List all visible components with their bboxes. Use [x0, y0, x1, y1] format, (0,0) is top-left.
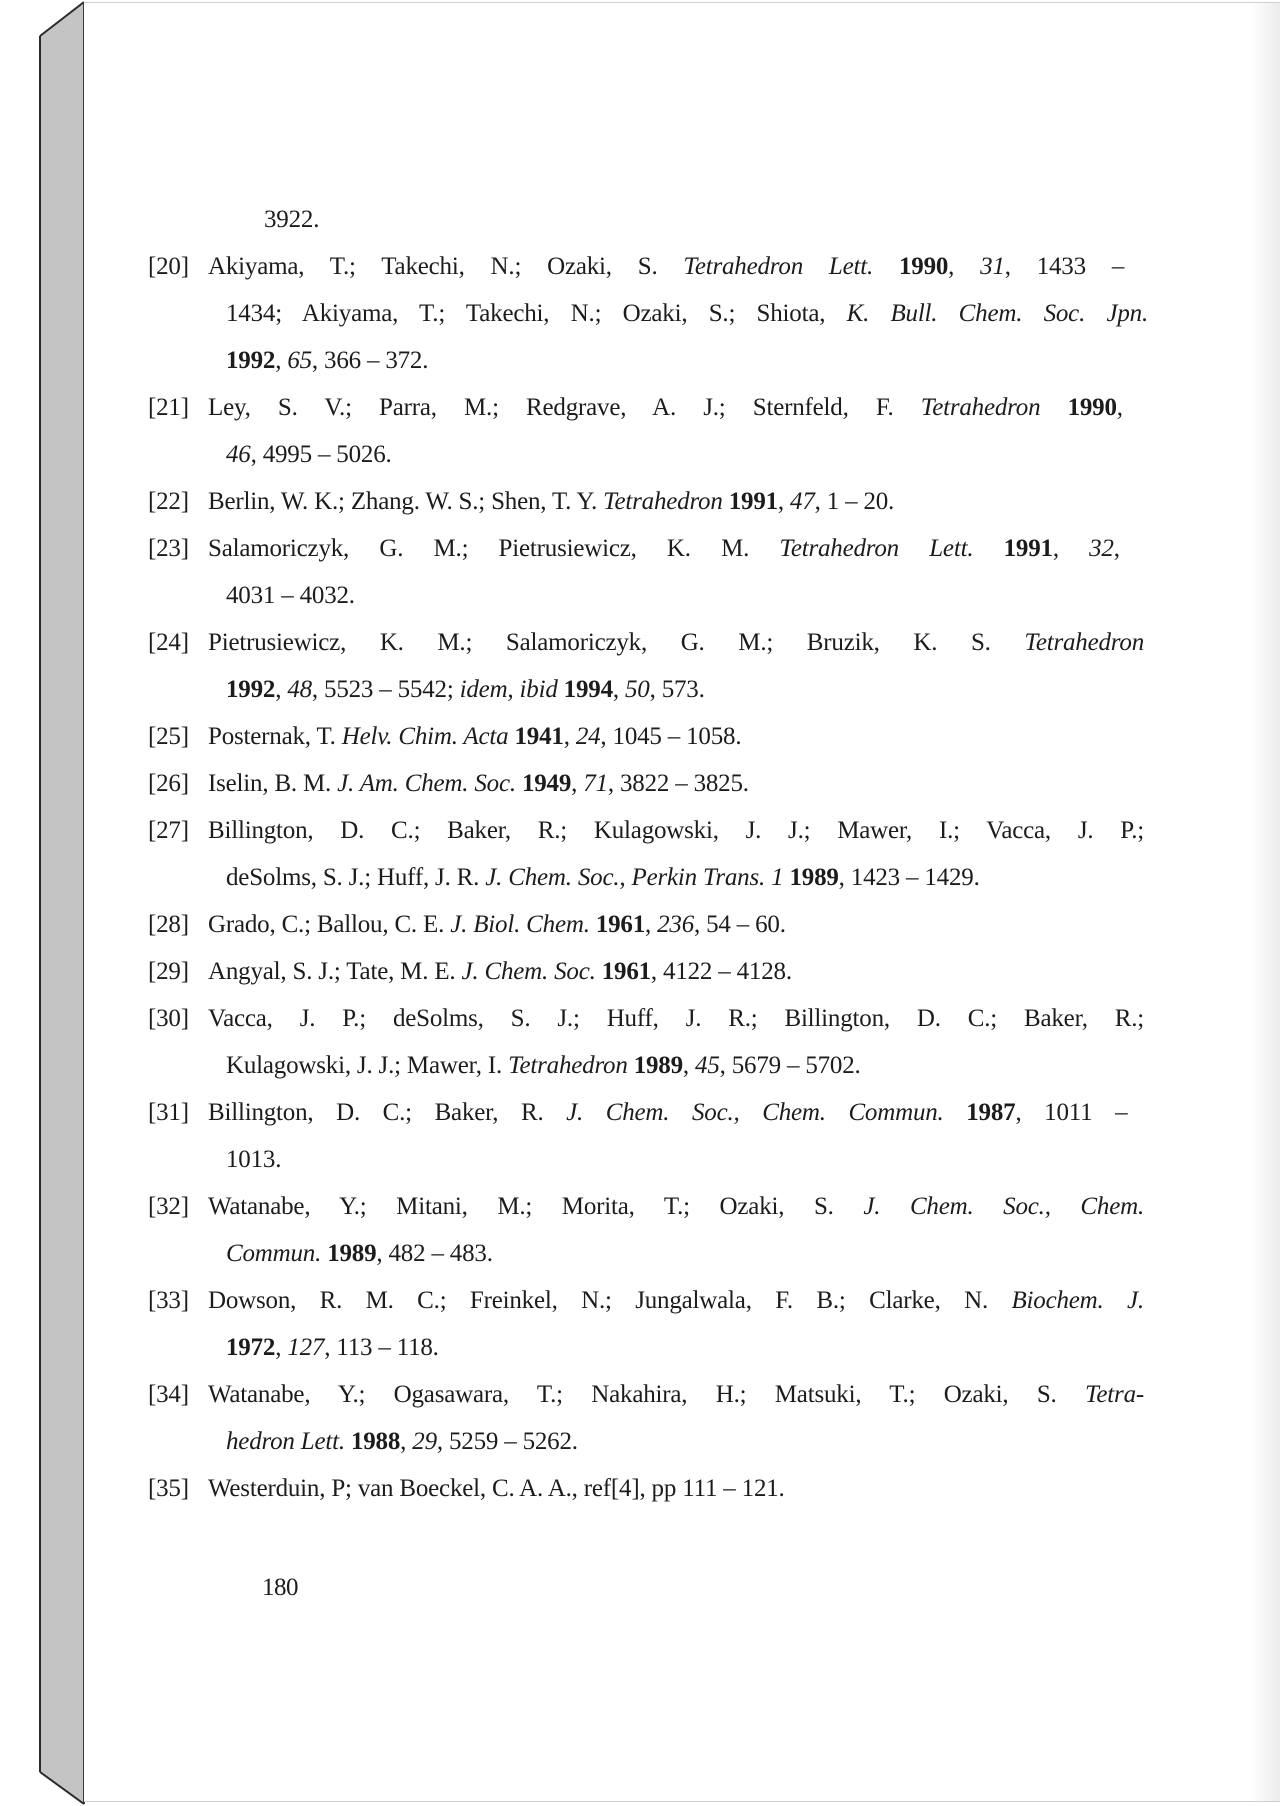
reference-continuation-line	[148, 854, 1148, 901]
reference-text	[204, 478, 894, 525]
italic-segment: 236	[657, 911, 695, 938]
bold-year: 1990	[898, 253, 949, 280]
reference-text	[226, 572, 355, 619]
text-segment: , 5679 – 5702.	[719, 1052, 861, 1079]
reference-entry	[148, 1089, 1148, 1183]
text-segment: , 4995 – 5026.	[250, 441, 392, 468]
text-segment: ,	[275, 1334, 288, 1361]
bold-year: 1989	[633, 1052, 683, 1079]
italic-segment: J. Biol. Chem.	[450, 911, 596, 938]
bold-year: 1989	[789, 864, 839, 891]
reference-first-line	[148, 995, 1148, 1042]
italic-segment: 47	[790, 488, 815, 515]
text-segment: , 54 – 60.	[694, 911, 786, 938]
reference-continuation-line	[148, 1230, 1148, 1277]
text-segment: , 3822 – 3825.	[607, 770, 749, 797]
text-segment: ,	[612, 676, 625, 703]
reference-continuation-line	[148, 1418, 1148, 1465]
reference-text	[204, 901, 786, 948]
reference-text	[204, 760, 749, 807]
reference-number: [24]	[148, 629, 189, 656]
italic-segment: 65	[287, 347, 312, 374]
text-segment: ,	[275, 347, 288, 374]
italic-segment: 127	[287, 1334, 325, 1361]
reference-text	[204, 525, 1120, 572]
italic-segment: Commun.	[226, 1240, 328, 1267]
reference-number: [33]	[148, 1287, 189, 1314]
reference-first-line	[148, 807, 1148, 854]
text-segment: Pietrusiewicz, K. M.; Salamoriczyk, G. M.; Bruzik, K. S.	[208, 629, 1025, 656]
reference-first-line	[148, 713, 1148, 760]
text-segment: Watanabe, Y.; Mitani, M.; Morita, T.; Ozaki, S.	[208, 1193, 864, 1220]
text-segment: , 1 – 20.	[814, 488, 895, 515]
reference-number: [21]	[148, 394, 189, 421]
reference-text	[204, 713, 741, 760]
text-segment: , 366 – 372.	[311, 347, 429, 374]
text-segment: 1013.	[226, 1146, 282, 1173]
text-segment: 4031 – 4032.	[226, 582, 355, 609]
reference-text	[204, 807, 1144, 854]
text-segment: ,	[275, 676, 288, 703]
italic-segment: Tetrahedron	[1024, 629, 1144, 656]
bold-year: 1991	[1003, 535, 1053, 562]
italic-segment: 32	[1089, 535, 1114, 562]
italic-segment: 48	[287, 676, 312, 703]
text-segment: Dowson, R. M. C.; Freinkel, N.; Jungalwala, F. B.; Clarke, N.	[208, 1287, 1012, 1314]
italic-segment: Tetrahedron	[603, 488, 729, 515]
reference-text	[204, 619, 1144, 666]
italic-segment: 29	[412, 1428, 437, 1455]
reference-number: [26]	[148, 770, 189, 797]
text-segment: Salamoriczyk, G. M.; Pietrusiewicz, K. M.	[208, 535, 780, 562]
reference-first-line	[148, 1277, 1148, 1324]
text-segment: ,	[571, 770, 584, 797]
bold-year: 1941	[514, 723, 564, 750]
text-segment: ,	[1052, 535, 1090, 562]
reference-text	[226, 1042, 861, 1089]
text-segment: , 1045 – 1058.	[600, 723, 742, 750]
text-segment: , 4122 – 4128.	[650, 958, 792, 985]
italic-segment: 45	[695, 1052, 720, 1079]
reference-number: [27]	[148, 817, 189, 844]
italic-segment: 24	[575, 723, 601, 750]
reference-entry	[148, 619, 1148, 713]
text-segment: Iselin, B. M.	[208, 770, 338, 797]
reference-text	[204, 995, 1144, 1042]
text-segment: , 1423 – 1429.	[838, 864, 980, 891]
reference-continuation-line	[148, 572, 1148, 619]
text-segment: , 482 – 483.	[376, 1240, 493, 1267]
bold-year: 1949	[521, 770, 572, 797]
reference-entry	[148, 1465, 1148, 1512]
text-segment: , 5259 – 5262.	[436, 1428, 578, 1455]
reference-number: [29]	[148, 958, 189, 985]
bold-year: 1991	[728, 488, 778, 515]
reference-text	[226, 666, 705, 713]
italic-segment: hedron Lett.	[226, 1428, 351, 1455]
reference-text	[226, 290, 1148, 337]
reference-entry	[148, 760, 1148, 807]
text-segment: ,	[400, 1428, 413, 1455]
reference-entry	[148, 243, 1148, 384]
reference-first-line	[148, 525, 1148, 572]
italic-segment: Tetrahedron	[508, 1052, 634, 1079]
reference-continuation-line	[148, 666, 1148, 713]
bold-year: 1987	[966, 1099, 1016, 1126]
reference-first-line	[148, 901, 1148, 948]
text-segment: deSolms, S. J.; Huff, J. R.	[226, 864, 486, 891]
italic-segment: 50	[624, 676, 650, 703]
reference-entry	[148, 1183, 1148, 1277]
reference-number: [22]	[148, 488, 189, 515]
text-segment: , 573.	[649, 676, 705, 703]
reference-first-line	[148, 760, 1148, 807]
italic-segment: J. Chem. Soc., Chem.	[863, 1193, 1145, 1220]
bold-year: 1988	[350, 1428, 401, 1455]
italic-segment: 71	[583, 770, 608, 797]
reference-text	[226, 1136, 281, 1183]
reference-number: [28]	[148, 911, 189, 938]
bold-year: 1994	[563, 676, 613, 703]
reference-entry	[148, 384, 1148, 478]
reference-entry	[148, 995, 1148, 1089]
reference-first-line	[148, 384, 1148, 431]
text-segment: ,	[948, 253, 981, 280]
text-segment: Kulagowski, J. J.; Mawer, I.	[226, 1052, 509, 1079]
italic-segment: J. Chem. Soc.	[461, 958, 602, 985]
italic-segment: J. Chem. Soc., Perkin Trans. 1	[485, 864, 790, 891]
bold-year: 1989	[327, 1240, 377, 1267]
continued-reference-line: 3922.	[264, 206, 320, 233]
reference-text	[226, 854, 980, 901]
text-segment: Ley, S. V.; Parra, M.; Redgrave, A. J.; Sternfeld, F.	[208, 394, 921, 421]
italic-segment: J. Chem. Soc., Chem. Commun.	[566, 1099, 967, 1126]
reference-continuation-line	[148, 431, 1148, 478]
reference-number: [35]	[148, 1475, 189, 1502]
reference-text	[226, 1324, 439, 1371]
italic-segment: 46	[226, 441, 251, 468]
reference-text	[204, 1371, 1144, 1418]
reference-text	[204, 1277, 1144, 1324]
italic-segment: Biochem. J.	[1011, 1287, 1144, 1314]
text-segment: ,	[645, 911, 658, 938]
reference-first-line	[148, 619, 1148, 666]
text-segment: ,	[1113, 535, 1120, 562]
text-segment: Grado, C.; Ballou, C. E.	[208, 911, 451, 938]
reference-text	[204, 948, 792, 995]
reference-text	[226, 431, 392, 478]
reference-entry	[148, 713, 1148, 760]
italic-segment: J. Am. Chem. Soc.	[337, 770, 522, 797]
text-segment: Posternak, T.	[208, 723, 342, 750]
text-segment: ,	[777, 488, 791, 515]
reference-number: [34]	[148, 1381, 189, 1408]
italic-segment: Tetrahedron	[920, 394, 1068, 421]
reference-continuation-line	[148, 290, 1148, 337]
italic-segment: K. Bull. Chem. Soc. Jpn.	[846, 300, 1148, 327]
reference-number: [20]	[148, 253, 189, 280]
reference-entry	[148, 1277, 1148, 1371]
reference-first-line	[148, 1089, 1148, 1136]
bold-year: 1992	[226, 676, 276, 703]
reference-first-line	[148, 1371, 1148, 1418]
reference-continuation-line	[148, 1042, 1148, 1089]
text-segment: , 113 – 118.	[324, 1334, 439, 1361]
reference-text	[204, 1089, 1127, 1136]
italic-segment: 31	[980, 253, 1005, 280]
text-segment: , 1011 –	[1015, 1099, 1128, 1126]
reference-number: [32]	[148, 1193, 189, 1220]
page-number: 180	[262, 1574, 298, 1601]
reference-entry	[148, 948, 1148, 995]
reference-first-line	[148, 948, 1148, 995]
text-segment: Billington, D. C.; Baker, R.	[208, 1099, 567, 1126]
reference-continuation-line	[148, 1324, 1148, 1371]
reference-entry	[148, 1371, 1148, 1465]
text-segment: Westerduin, P; van Boeckel, C. A. A., ref[4], pp 111 – 121.	[208, 1475, 785, 1502]
text-segment: Billington, D. C.; Baker, R.; Kulagowski, J. J.; Mawer, I.; Vacca, J. P.;	[208, 817, 1144, 844]
bold-year: 1961	[595, 911, 646, 938]
reference-text	[226, 337, 428, 384]
reference-number: [25]	[148, 723, 189, 750]
text-segment: ,	[563, 723, 576, 750]
reference-first-line	[148, 1465, 1148, 1512]
reference-entry	[148, 901, 1148, 948]
reference-text	[204, 243, 1124, 290]
reference-text	[226, 1418, 578, 1465]
italic-segment: Tetrahedron Lett.	[779, 535, 1004, 562]
text-segment: , 5523 – 5542;	[311, 676, 460, 703]
reference-text	[204, 1183, 1144, 1230]
text-segment: Berlin, W. K.; Zhang. W. S.; Shen, T. Y.	[208, 488, 604, 515]
text-segment: 1434; Akiyama, T.; Takechi, N.; Ozaki, S.; Shiota,	[226, 300, 847, 327]
reference-number: [23]	[148, 535, 189, 562]
italic-segment: Tetrahedron Lett.	[683, 253, 899, 280]
italic-segment: Tetra-	[1084, 1381, 1144, 1408]
text-segment: ,	[682, 1052, 696, 1079]
bold-year: 1990	[1067, 394, 1117, 421]
text-segment: Angyal, S. J.; Tate, M. E.	[208, 958, 462, 985]
reference-number: [31]	[148, 1099, 189, 1126]
references-list	[148, 196, 1148, 1512]
reference-number: [30]	[148, 1005, 189, 1032]
page-shadow	[1250, 3, 1280, 1801]
text-segment: Vacca, J. P.; deSolms, S. J.; Huff, J. R.; Billington, D. C.; Baker, R.;	[208, 1005, 1144, 1032]
reference-first-line	[148, 478, 1148, 525]
bold-year: 1972	[226, 1334, 276, 1361]
reference-entry	[148, 525, 1148, 619]
reference-text	[226, 1230, 493, 1277]
reference-text	[204, 384, 1123, 431]
reference-text	[204, 1465, 785, 1512]
italic-segment: Helv. Chim. Acta	[341, 723, 515, 750]
text-segment: Watanabe, Y.; Ogasawara, T.; Nakahira, H.; Matsuki, T.; Ozaki, S.	[208, 1381, 1085, 1408]
reference-first-line	[148, 243, 1148, 290]
reference-entry	[148, 478, 1148, 525]
text-segment: ,	[1116, 394, 1123, 421]
text-segment: Akiyama, T.; Takechi, N.; Ozaki, S.	[208, 253, 684, 280]
bold-year: 1992	[226, 347, 276, 374]
reference-first-line	[148, 1183, 1148, 1230]
reference-continuation-line	[148, 337, 1148, 384]
reference-entry	[148, 807, 1148, 901]
text-segment: , 1433 –	[1004, 253, 1125, 280]
italic-segment: idem, ibid	[459, 676, 564, 703]
reference-continuation-line	[148, 1136, 1148, 1183]
bold-year: 1961	[601, 958, 651, 985]
